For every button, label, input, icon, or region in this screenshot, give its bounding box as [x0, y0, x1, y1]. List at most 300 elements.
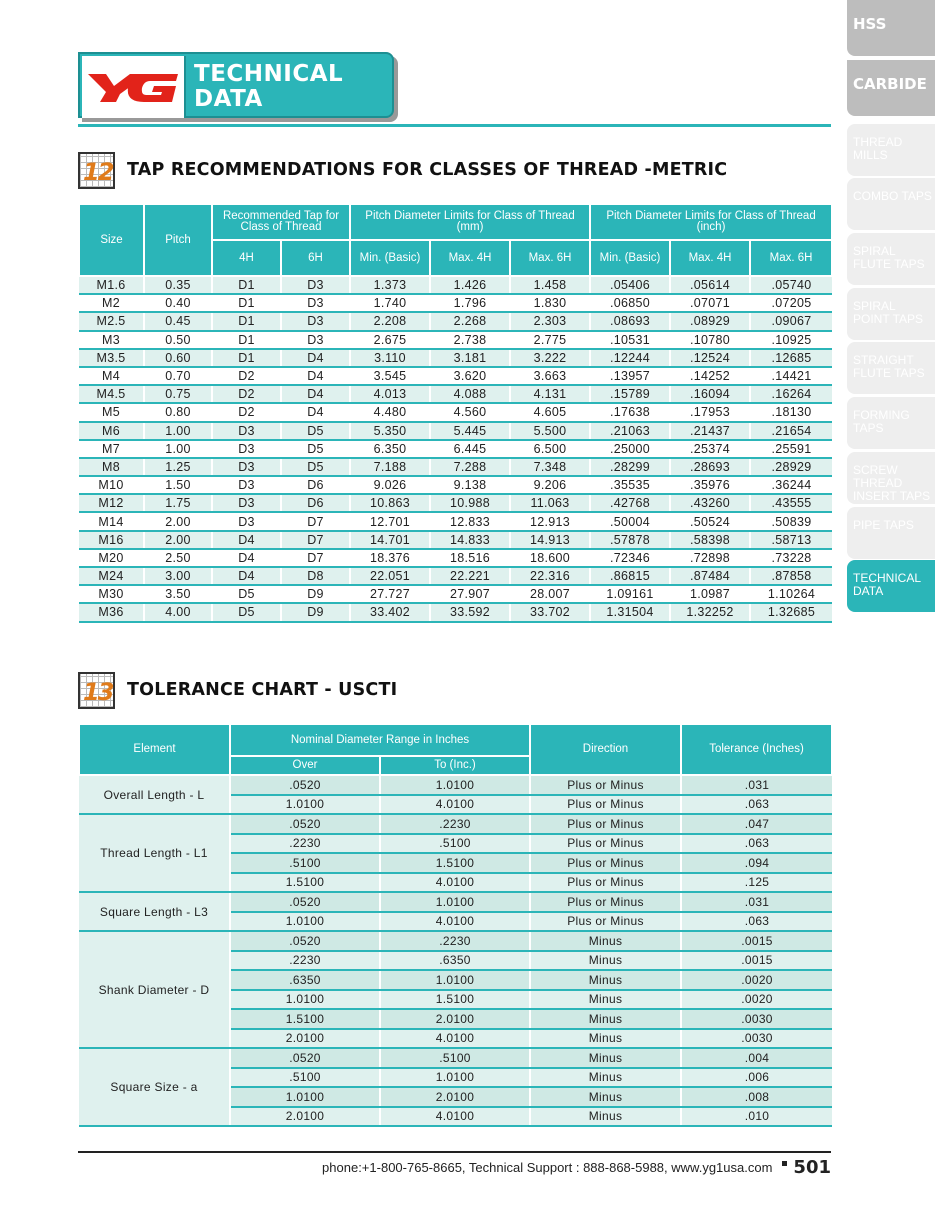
table-cell: Minus: [530, 931, 681, 951]
table-cell: .12685: [750, 349, 832, 367]
table-cell: D4: [212, 549, 281, 567]
table-cell: M10: [79, 476, 144, 494]
table-cell: .72346: [590, 549, 670, 567]
table-cell: 4.0100: [380, 912, 530, 932]
table-cell: Minus: [530, 1009, 681, 1029]
table-cell: 5.445: [430, 422, 510, 440]
brand-title: [194, 62, 343, 112]
side-tab[interactable]: FORMING TAPS: [847, 397, 935, 449]
col-pd-mm: Pitch Diameter Limits for Class of Thread (mm): [350, 204, 590, 240]
table-cell: 14.701: [350, 531, 430, 549]
table-cell: 4.088: [430, 385, 510, 403]
section-title: TAP RECOMMENDATIONS FOR CLASSES OF THREAD -METRIC: [127, 160, 728, 180]
table-row: [79, 814, 832, 834]
table-cell: .004: [681, 1048, 832, 1068]
col-nominal: Nominal Diameter Range in Inches: [230, 724, 530, 756]
table-cell: .12244: [590, 349, 670, 367]
element-label: Overall Length - L: [79, 775, 230, 814]
table-cell: 1.0100: [380, 775, 530, 795]
table-cell: Minus: [530, 990, 681, 1010]
table-row: [79, 422, 832, 440]
table-cell: M24: [79, 567, 144, 585]
table-cell: .10780: [670, 331, 750, 349]
table-cell: .43260: [670, 494, 750, 512]
side-tab[interactable]: SCREW THREAD INSERT TAPS: [847, 452, 935, 504]
table-cell: .36244: [750, 476, 832, 494]
table-cell: .28299: [590, 458, 670, 476]
table-cell: 28.007: [510, 585, 590, 603]
table-cell: .72898: [670, 549, 750, 567]
table-cell: 1.0100: [380, 892, 530, 912]
col-subheader: Min. (Basic): [590, 240, 670, 276]
element-label: Shank Diameter - D: [79, 931, 230, 1048]
table-cell: D1: [212, 349, 281, 367]
table-cell: 2.303: [510, 312, 590, 330]
table-cell: D3: [281, 312, 350, 330]
table-cell: M4.5: [79, 385, 144, 403]
table-cell: .08693: [590, 312, 670, 330]
col-recommended: Recommended Tap for Class of Thread: [212, 204, 350, 240]
table-cell: D5: [281, 458, 350, 476]
table-cell: .50004: [590, 512, 670, 530]
table-cell: D3: [212, 476, 281, 494]
table-cell: .21654: [750, 422, 832, 440]
table-cell: 1.0100: [230, 795, 380, 815]
table-cell: 1.0100: [380, 970, 530, 990]
table-cell: 2.268: [430, 312, 510, 330]
table-cell: .6350: [230, 970, 380, 990]
table-cell: .010: [681, 1107, 832, 1127]
table-row: [79, 403, 832, 421]
table-cell: 9.026: [350, 476, 430, 494]
table-cell: 0.70: [144, 367, 212, 385]
table-cell: 1.5100: [230, 873, 380, 893]
table-cell: D2: [212, 367, 281, 385]
table-cell: .063: [681, 912, 832, 932]
table-cell: 9.206: [510, 476, 590, 494]
table-cell: .06850: [590, 294, 670, 312]
table-cell: Minus: [530, 1029, 681, 1049]
table-cell: D7: [281, 549, 350, 567]
table-cell: 4.0100: [380, 795, 530, 815]
table-cell: 4.00: [144, 603, 212, 621]
table-cell: D5: [212, 603, 281, 621]
table-cell: .2230: [230, 951, 380, 971]
table-cell: 3.50: [144, 585, 212, 603]
table-cell: .12524: [670, 349, 750, 367]
table-cell: 18.516: [430, 549, 510, 567]
table-cell: 22.221: [430, 567, 510, 585]
table-row: [79, 892, 832, 912]
table-cell: Minus: [530, 1087, 681, 1107]
table-cell: .5100: [230, 853, 380, 873]
table-cell: D3: [281, 276, 350, 294]
table-cell: M30: [79, 585, 144, 603]
table-row: [79, 585, 832, 603]
table-cell: M2: [79, 294, 144, 312]
table-cell: 7.348: [510, 458, 590, 476]
footer-contact: phone:+1-800-765-8665, Technical Support : 888-868-5988, www.yg1usa.com: [322, 1160, 773, 1175]
table-cell: 0.60: [144, 349, 212, 367]
table-cell: .05740: [750, 276, 832, 294]
table-cell: .0520: [230, 931, 380, 951]
page-number: 501: [793, 1157, 831, 1178]
table-cell: D4: [281, 385, 350, 403]
tolerance-chart-table: [78, 723, 833, 1127]
side-tab[interactable]: PIPE TAPS: [847, 507, 935, 559]
table-cell: Plus or Minus: [530, 775, 681, 795]
side-tab[interactable]: THREAD MILLS: [847, 124, 935, 176]
table-cell: .42768: [590, 494, 670, 512]
table-cell: D3: [212, 440, 281, 458]
table-cell: 5.500: [510, 422, 590, 440]
table-cell: M6: [79, 422, 144, 440]
table-cell: .50524: [670, 512, 750, 530]
table-cell: .17953: [670, 403, 750, 421]
table-cell: .16264: [750, 385, 832, 403]
side-tab[interactable]: COMBO TAPS: [847, 178, 935, 230]
table-row: [79, 294, 832, 312]
table-cell: .86815: [590, 567, 670, 585]
table-cell: M7: [79, 440, 144, 458]
table-cell: .125: [681, 873, 832, 893]
table-cell: Minus: [530, 1048, 681, 1068]
table-cell: 4.560: [430, 403, 510, 421]
table-cell: .2230: [380, 931, 530, 951]
table-cell: Plus or Minus: [530, 912, 681, 932]
table-cell: D4: [212, 567, 281, 585]
table-cell: D9: [281, 585, 350, 603]
table-cell: .21063: [590, 422, 670, 440]
col-subheader: Min. (Basic): [350, 240, 430, 276]
table-row: [79, 603, 832, 621]
table-cell: M1.6: [79, 276, 144, 294]
section-13-heading: [78, 672, 397, 708]
table-cell: 1.5100: [380, 853, 530, 873]
table-cell: D3: [212, 422, 281, 440]
table-cell: .6350: [380, 951, 530, 971]
table-cell: D2: [212, 403, 281, 421]
table-cell: D4: [281, 403, 350, 421]
table-cell: D6: [281, 494, 350, 512]
table-cell: .05406: [590, 276, 670, 294]
table-cell: 1.796: [430, 294, 510, 312]
section-number: 13: [83, 677, 113, 706]
table-cell: 3.222: [510, 349, 590, 367]
table-cell: .87858: [750, 567, 832, 585]
table-cell: .008: [681, 1087, 832, 1107]
table-cell: M36: [79, 603, 144, 621]
table-cell: .28929: [750, 458, 832, 476]
table-cell: .031: [681, 892, 832, 912]
table-cell: 12.833: [430, 512, 510, 530]
table-cell: 3.00: [144, 567, 212, 585]
table-cell: 0.40: [144, 294, 212, 312]
table-cell: 2.0100: [230, 1107, 380, 1127]
brand-box: [78, 52, 394, 118]
table-cell: 3.545: [350, 367, 430, 385]
col-to: To (Inc.): [380, 756, 530, 775]
table-cell: 2.738: [430, 331, 510, 349]
table-cell: .35976: [670, 476, 750, 494]
table-cell: .25374: [670, 440, 750, 458]
table-cell: 4.0100: [380, 873, 530, 893]
table-cell: Plus or Minus: [530, 892, 681, 912]
table-row: [79, 549, 832, 567]
table-cell: 1.25: [144, 458, 212, 476]
table-cell: 2.00: [144, 531, 212, 549]
table-cell: 3.181: [430, 349, 510, 367]
table-cell: 4.0100: [380, 1029, 530, 1049]
col-subheader: Max. 6H: [750, 240, 832, 276]
footer-rule: [78, 1151, 831, 1153]
table-cell: .14252: [670, 367, 750, 385]
table-cell: .063: [681, 795, 832, 815]
table-cell: .08929: [670, 312, 750, 330]
yg-logo: [82, 56, 186, 118]
table-cell: .0030: [681, 1029, 832, 1049]
table-cell: 27.727: [350, 585, 430, 603]
table-cell: .0020: [681, 990, 832, 1010]
table-cell: M12: [79, 494, 144, 512]
table-cell: .5100: [230, 1068, 380, 1088]
table-cell: .57878: [590, 531, 670, 549]
table-cell: D1: [212, 312, 281, 330]
table-cell: 1.0100: [230, 912, 380, 932]
table-cell: 2.208: [350, 312, 430, 330]
table-cell: .0015: [681, 951, 832, 971]
table-cell: 2.0100: [230, 1029, 380, 1049]
table-cell: .2230: [230, 834, 380, 854]
side-tab[interactable]: HSS: [847, 0, 935, 56]
table-cell: 1.830: [510, 294, 590, 312]
table-cell: .17638: [590, 403, 670, 421]
table-cell: D1: [212, 294, 281, 312]
table-cell: 11.063: [510, 494, 590, 512]
table-cell: .25000: [590, 440, 670, 458]
table-cell: .0520: [230, 814, 380, 834]
table-cell: .28693: [670, 458, 750, 476]
table-cell: Minus: [530, 951, 681, 971]
table-cell: 12.701: [350, 512, 430, 530]
table-cell: D3: [281, 331, 350, 349]
table-row: [79, 476, 832, 494]
table-cell: 14.833: [430, 531, 510, 549]
table-cell: 2.00: [144, 512, 212, 530]
table-cell: 6.445: [430, 440, 510, 458]
table-cell: M20: [79, 549, 144, 567]
table-cell: 2.775: [510, 331, 590, 349]
table-cell: 3.110: [350, 349, 430, 367]
table-cell: .0520: [230, 892, 380, 912]
table-row: [79, 531, 832, 549]
table-cell: .07071: [670, 294, 750, 312]
table-cell: .18130: [750, 403, 832, 421]
table-cell: 1.5100: [380, 990, 530, 1010]
table-cell: D8: [281, 567, 350, 585]
table-row: [79, 931, 832, 951]
table-row: [79, 331, 832, 349]
table-row: [79, 349, 832, 367]
table-cell: D1: [212, 331, 281, 349]
table-cell: Minus: [530, 1068, 681, 1088]
table-cell: 1.32685: [750, 603, 832, 621]
table-cell: .14421: [750, 367, 832, 385]
table-cell: 18.600: [510, 549, 590, 567]
table-cell: 22.316: [510, 567, 590, 585]
table-cell: D9: [281, 603, 350, 621]
section-number-icon: [78, 152, 115, 189]
brand-header: [78, 52, 398, 122]
table-cell: 33.592: [430, 603, 510, 621]
table-cell: 1.740: [350, 294, 430, 312]
table-cell: .15789: [590, 385, 670, 403]
table-cell: D1: [212, 276, 281, 294]
col-subheader: Max. 4H: [670, 240, 750, 276]
side-tab[interactable]: TECHNICAL DATA: [847, 560, 935, 612]
table-cell: 1.0100: [230, 990, 380, 1010]
brand-title-line1: TECHNICAL: [194, 61, 344, 87]
table-cell: .0015: [681, 931, 832, 951]
section-title: TOLERANCE CHART - USCTI: [127, 680, 398, 700]
table-cell: Minus: [530, 970, 681, 990]
element-label: Square Size - a: [79, 1048, 230, 1126]
col-subheader: 4H: [212, 240, 281, 276]
table-cell: D3: [212, 458, 281, 476]
table-cell: D4: [281, 349, 350, 367]
table-row: [79, 1048, 832, 1068]
table-cell: .16094: [670, 385, 750, 403]
table-cell: D2: [212, 385, 281, 403]
table-cell: .063: [681, 834, 832, 854]
table-cell: Plus or Minus: [530, 853, 681, 873]
table-row: [79, 775, 832, 795]
table-cell: .006: [681, 1068, 832, 1088]
table-cell: .87484: [670, 567, 750, 585]
table-cell: .05614: [670, 276, 750, 294]
table-cell: .031: [681, 775, 832, 795]
table-cell: 14.913: [510, 531, 590, 549]
table-row: [79, 367, 832, 385]
table-cell: 4.131: [510, 385, 590, 403]
table-cell: 12.913: [510, 512, 590, 530]
table-cell: 18.376: [350, 549, 430, 567]
side-tab[interactable]: SPIRAL FLUTE TAPS: [847, 233, 935, 285]
table-row: [79, 494, 832, 512]
table-cell: .50839: [750, 512, 832, 530]
element-label: Thread Length - L1: [79, 814, 230, 892]
col-pitch: Pitch: [144, 204, 212, 276]
col-subheader: 6H: [281, 240, 350, 276]
table-cell: Plus or Minus: [530, 834, 681, 854]
table-cell: .0020: [681, 970, 832, 990]
table-cell: 9.138: [430, 476, 510, 494]
table-cell: 33.702: [510, 603, 590, 621]
table-row: [79, 440, 832, 458]
table-cell: Minus: [530, 1107, 681, 1127]
side-tab[interactable]: STRAIGHT FLUTE TAPS: [847, 342, 935, 394]
table-cell: .25591: [750, 440, 832, 458]
table-cell: 1.426: [430, 276, 510, 294]
table-cell: 4.0100: [380, 1107, 530, 1127]
table-cell: .0030: [681, 1009, 832, 1029]
table-row: [79, 312, 832, 330]
table-cell: M2.5: [79, 312, 144, 330]
table-cell: 27.907: [430, 585, 510, 603]
section-number-icon: [78, 672, 115, 709]
table-cell: 1.5100: [230, 1009, 380, 1029]
table-cell: 5.350: [350, 422, 430, 440]
table-cell: 2.50: [144, 549, 212, 567]
table-cell: .58398: [670, 531, 750, 549]
table-cell: D3: [212, 494, 281, 512]
col-subheader: Max. 6H: [510, 240, 590, 276]
table-cell: .2230: [380, 814, 530, 834]
table-cell: 2.0100: [380, 1087, 530, 1107]
table-cell: .21437: [670, 422, 750, 440]
table-cell: .58713: [750, 531, 832, 549]
table-row: [79, 458, 832, 476]
table-cell: 4.013: [350, 385, 430, 403]
table-cell: 6.500: [510, 440, 590, 458]
col-over: Over: [230, 756, 380, 775]
table-cell: 1.373: [350, 276, 430, 294]
table-cell: .10531: [590, 331, 670, 349]
table-cell: 1.09161: [590, 585, 670, 603]
side-tab[interactable]: SPIRAL POINT TAPS: [847, 288, 935, 340]
section-number: 12: [83, 157, 113, 186]
tap-recommendations-table: [78, 203, 833, 623]
table-cell: 1.00: [144, 440, 212, 458]
col-pd-inch: Pitch Diameter Limits for Class of Thread (inch): [590, 204, 832, 240]
table-cell: D7: [281, 512, 350, 530]
table-cell: 0.35: [144, 276, 212, 294]
table-cell: .07205: [750, 294, 832, 312]
footer: [322, 1157, 831, 1178]
header-rule: [78, 124, 831, 127]
table-cell: 3.663: [510, 367, 590, 385]
table-cell: 1.0987: [670, 585, 750, 603]
table-cell: D3: [281, 294, 350, 312]
table-cell: 4.605: [510, 403, 590, 421]
table-cell: D5: [281, 422, 350, 440]
table-cell: .047: [681, 814, 832, 834]
table-cell: 0.75: [144, 385, 212, 403]
table-cell: .5100: [380, 1048, 530, 1068]
table-cell: M5: [79, 403, 144, 421]
table-cell: .73228: [750, 549, 832, 567]
table-cell: M3.5: [79, 349, 144, 367]
table-cell: 10.988: [430, 494, 510, 512]
table-cell: 6.350: [350, 440, 430, 458]
table-cell: .43555: [750, 494, 832, 512]
table-cell: 7.188: [350, 458, 430, 476]
table-cell: 0.50: [144, 331, 212, 349]
table-cell: .094: [681, 853, 832, 873]
table-cell: .0520: [230, 775, 380, 795]
col-element: Element: [79, 724, 230, 775]
col-subheader: Max. 4H: [430, 240, 510, 276]
table-cell: D7: [281, 531, 350, 549]
table-cell: 1.32252: [670, 603, 750, 621]
table-cell: 2.0100: [380, 1009, 530, 1029]
table-cell: D4: [281, 367, 350, 385]
table-cell: .10925: [750, 331, 832, 349]
table-cell: M3: [79, 331, 144, 349]
brand-title-line2: DATA: [194, 86, 263, 112]
side-tab[interactable]: CARBIDE: [847, 60, 935, 116]
table-cell: 33.402: [350, 603, 430, 621]
